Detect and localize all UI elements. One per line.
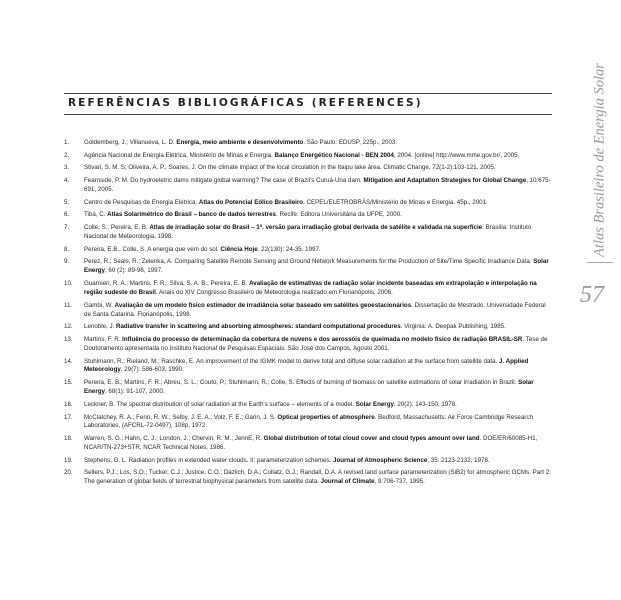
- reference-text: , 9:706-737, 1995.: [374, 478, 425, 486]
- reference-number: 19.: [64, 456, 73, 464]
- reference-item: [64, 435, 552, 453]
- reference-text: Guarnieri, R. A.; Martins, F. R.; Silva, S. A. B.; Pereira, E. B.: [84, 280, 250, 288]
- reference-item: [64, 211, 552, 220]
- reference-text: , 60 (2): 89-96, 1997.: [104, 267, 163, 275]
- reference-item: [64, 280, 552, 298]
- reference-title: Solar Energy: [84, 379, 534, 396]
- reference-item: [64, 224, 552, 242]
- reference-text: , 10:675-691, 2005.: [84, 177, 551, 194]
- reference-list: [64, 139, 552, 491]
- reference-title: Energia, meio ambiente e desenvolvimento: [176, 139, 304, 146]
- reference-title: Influência do processo de determinação da cobertura de nuvens e dos aerossóis de queimada no modelo físico de radiação BRASIL-SR: [122, 335, 523, 343]
- reference-text: Stivari, S. M. S; Oliveira, A. P.; Soares, J. On the climate impact of the local circulation in the Itaipu lake área. Climatic Change, 72(1-2):103-121, 2005.: [84, 164, 496, 172]
- reference-text: . DOE/ER/60085-H1, NCAR/TN-273+STR, NCAR Technical Notes, 1986.: [84, 435, 538, 452]
- reference-number: 7.: [64, 224, 70, 232]
- reference-item: [64, 139, 552, 148]
- header-top-rule: [64, 93, 552, 94]
- reference-title: Solar Energy: [355, 400, 394, 408]
- reference-text: Gambi, W.: [84, 301, 115, 309]
- reference-number: 9.: [64, 258, 70, 266]
- reference-item: [64, 358, 552, 376]
- reference-title: Radiative transfer in scattering and absorbing atmospheres: standard computational procedures: [116, 323, 401, 331]
- reference-text: Pereira, E.B., Colle, S. A energia que vem do sol.: [84, 245, 221, 253]
- reference-text: Centro de Pesquisas de Energia Elétrica.: [84, 198, 199, 206]
- reference-item: [64, 379, 552, 397]
- reference-item: [64, 199, 552, 208]
- reference-text: Lenoble, J.: [84, 323, 116, 331]
- reference-item: [64, 323, 552, 332]
- reference-number: 16.: [64, 400, 73, 408]
- reference-number: 18.: [64, 435, 73, 443]
- reference-text: Fearnside, P. M. Do hydroeletric dams mitigate global warming? The case of Brazil's Curuá-Una dam.: [84, 177, 364, 185]
- reference-number: 1.: [64, 139, 70, 146]
- reference-text: Stuhlmann, R.; Rieland, M.; Raschke, E. An improvement of the IGMK model to derive total and diffuse solar radiation at the surface from satellite data.: [84, 357, 499, 365]
- page-number: 57: [580, 282, 604, 308]
- reference-title: Mitigation and Adaptation Strategies for Global Change: [363, 177, 527, 185]
- section-heading: REFERÊNCIAS BIBLIOGRÁFICAS (REFERENCES): [68, 97, 423, 109]
- side-divider: [587, 262, 613, 263]
- reference-text: Martins, F. R.: [84, 335, 123, 343]
- reference-number: 20.: [64, 469, 73, 477]
- reference-text: , 35: 2123-2132, 1978.: [427, 456, 490, 464]
- reference-item: [64, 336, 552, 354]
- reference-item: [64, 258, 552, 276]
- reference-text: . Dissertação de Mestrado. Universidade Federal de Santa Catarina. Florianópolis, 1998.: [84, 301, 546, 318]
- reference-item: [64, 246, 552, 255]
- reference-text: . Bedford, Massachusetts: Air Force Cambridge Research Laboratories, (AFCRL-72-0497), 108p, 1972.: [84, 413, 533, 430]
- reference-number: 15.: [64, 379, 73, 387]
- reference-title: J. Applied Meteorology: [84, 357, 529, 374]
- reference-title: Atlas de irradiação solar do Brasil – 1ª. versão para irradiação global derivada de satélite e validada na superfície: [149, 224, 483, 232]
- reference-title: Optical properties of atmosphere: [277, 413, 375, 421]
- reference-text: Agência Nacional de Energia Elétrica, Ministério de Minas e Energia.: [84, 151, 275, 159]
- reference-text: Tiba, C.: [84, 211, 108, 219]
- reference-text: Leckner, B. The spectral distribution of solar radiation at the Earth's surface – elements of a model.: [84, 400, 356, 408]
- reference-number: 13.: [64, 335, 73, 343]
- reference-text: . Brasília: Instituto Nacional de Meteorologia, 1998.: [84, 224, 532, 241]
- reference-item: [64, 414, 552, 432]
- reference-number: 4.: [64, 177, 70, 185]
- book-title-vertical: Atlas Brasileiro de Energia Solar: [591, 63, 608, 257]
- reference-number: 2.: [64, 151, 70, 159]
- reference-text: . Tese de Doutoramento apresentada no Instituto Nacional de Pesquisas Espaciais. São José dos Campos, Agosto 2001.: [84, 335, 548, 352]
- reference-title: Avaliação de um modelo físico estimador de irradiância solar baseado em satélites geoestacionários: [114, 301, 412, 309]
- reference-text: Warren, S. G.; Hahn, C. J.; London, J.; Chervin, R. M.; JennE, R.: [84, 435, 264, 443]
- reference-item: [64, 302, 552, 320]
- reference-text: . CEPEL/ELETROBRÁS/Ministério de Minas e Energia. 45p., 2001.: [303, 198, 488, 206]
- reference-text: . 22(130): 24-35. 1997.: [257, 245, 321, 253]
- reference-text: . Virginia: A. Deepak Publishing, 1985.: [400, 323, 506, 331]
- reference-text: Sellers, P.J.; Los, S.O.; Tucker, C.J.; Justice, C.O.; Dazlich, D.A.; Collatz, G.J.; Randall, D.A. A revised land surface parameterization (SiB2) for atmospheric GCMs. Part 2: The generation of global fields of terrestrial biophysical parameters from satellite data.: [84, 469, 551, 486]
- reference-number: 17.: [64, 413, 73, 421]
- reference-text: , 29(7): 586-603, 1990.: [120, 366, 184, 374]
- reference-text: , 2004. [online] http://www.mme.gov.br/, 2005.: [393, 151, 520, 159]
- reference-title: Global distribution of total cloud cover and cloud types amount over land: [263, 435, 480, 443]
- reference-text: McClatchey, R. A.; Fenn, R. W.; Selby, J. E. A.; Volz, F. E.; Garin, J. S.: [84, 413, 278, 421]
- header-bottom-rule: [64, 114, 552, 115]
- reference-text: , 68(1): 91-107, 2000.: [104, 388, 165, 396]
- reference-title: Journal of Climate: [320, 478, 375, 486]
- reference-number: 11.: [64, 301, 73, 309]
- reference-item: [64, 469, 552, 487]
- reference-title: Journal of Atmospheric Science: [333, 456, 428, 464]
- reference-item: [64, 457, 552, 466]
- reference-text: . Anais do XIV Congresso Brasileiro de Meteorologia realizado em Florianópolis, 2006.: [155, 288, 393, 296]
- reference-title: Balanço Energético Nacional - BEN 2004: [274, 151, 394, 159]
- reference-title: Solar Energy: [84, 258, 549, 275]
- reference-number: 12.: [64, 323, 73, 331]
- reference-title: Atlas Solarimétrico do Brasil – banco de dados terrestres: [107, 211, 276, 219]
- reference-item: [64, 152, 552, 161]
- reference-text: , 20(2): 143-150, 1978.: [393, 400, 457, 408]
- reference-number: 10.: [64, 280, 73, 288]
- reference-text: Goldemberg, J.; Villanueva, L. D.: [84, 139, 177, 146]
- reference-number: 5.: [64, 198, 70, 206]
- reference-text: . São Paulo: EDUSP, 225p., 2003.: [303, 139, 398, 146]
- reference-text: Colle, S.; Pereira, E. B.: [84, 224, 150, 232]
- reference-item: [64, 164, 552, 173]
- reference-text: Pereira, E. B.; Martins, F. R.; Abreu, S. L.; Couto, P.; Stuhlmann, R.; Colle, S. Effects of burning of biomass on satellite estimations of solar irradiation in Brazil.: [84, 379, 519, 387]
- reference-number: 8.: [64, 245, 70, 253]
- reference-item: [64, 401, 552, 410]
- reference-title: Atlas do Potencial Eólico Brasileiro: [198, 198, 304, 206]
- reference-number: 6.: [64, 211, 70, 219]
- reference-item: [64, 177, 552, 195]
- reference-text: . Recife: Editora Universitária da UFPE, 2000.: [276, 211, 402, 219]
- reference-title: Avaliação de estimativas de radiação solar incidente baseadas em extrapolação e interpolação na região sudeste do Brasil: [84, 280, 537, 296]
- reference-number: 14.: [64, 357, 73, 365]
- reference-number: 3.: [64, 164, 70, 172]
- reference-title: Ciência Hoje: [220, 245, 258, 253]
- reference-text: Perez, R.; Seals, R.; Zelenka, A. Comparing Satellite Remote Sensing and Ground Network Measurements for the Production of Site/Time Specific Irradiance Data.: [84, 258, 534, 266]
- reference-text: Stephens, G. L. Radiation profiles in extended water clouds. II: parameterization schemes.: [84, 456, 334, 464]
